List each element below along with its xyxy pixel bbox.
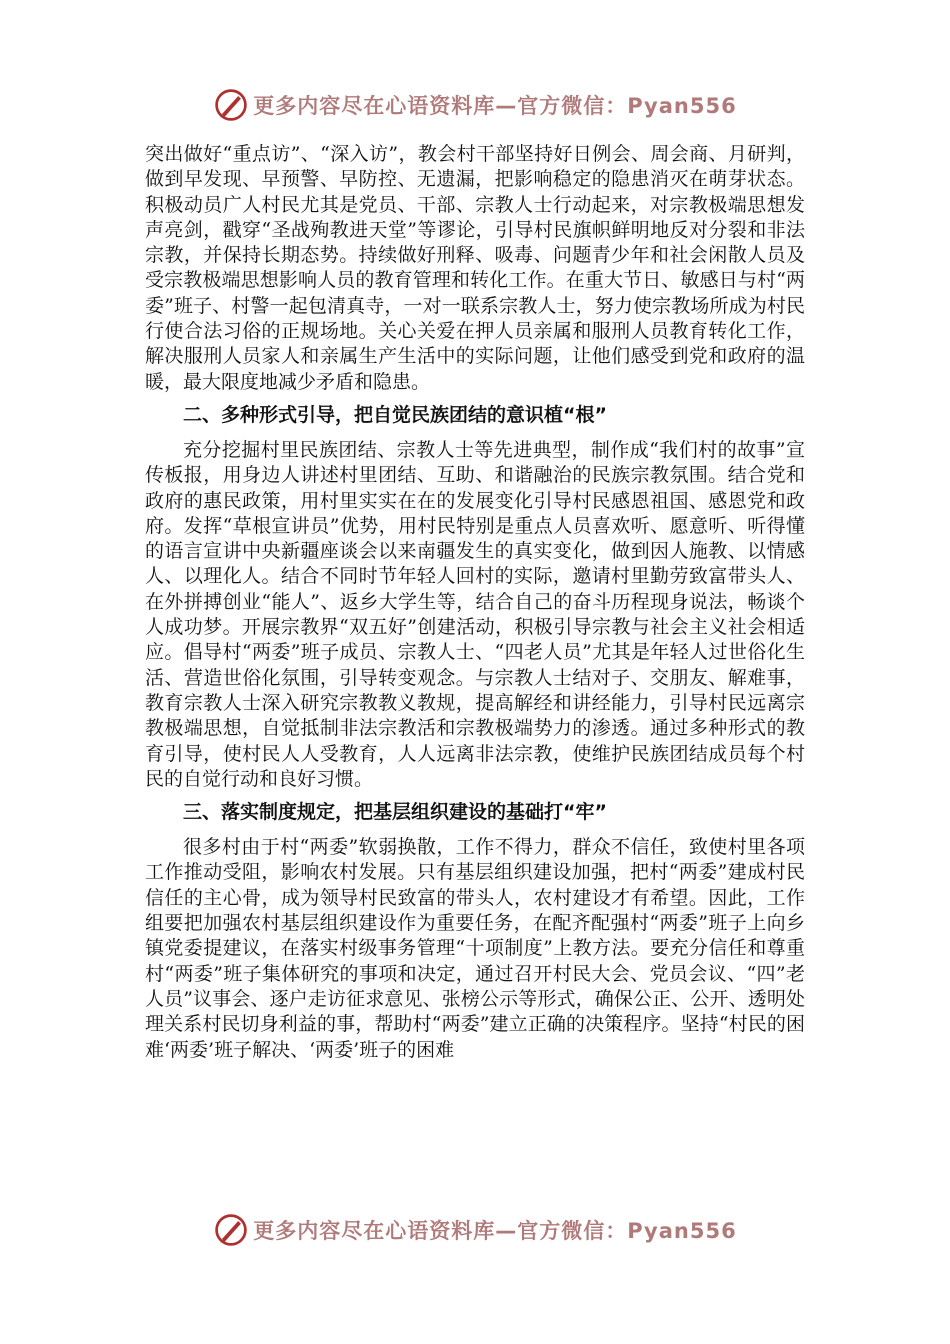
pen-logo-icon <box>213 87 249 123</box>
paragraph: 很多村由于村“两委”软弱换散，工作不得力，群众不信任，致使村里各项工作推动受阻，影响农村发展。只有基层组织建设加强，把村“两委”建成村民信任的主心骨，成为领导村民致富的带头人，农村建设才有希望。因此，工作组要把加强农村基层组织建设作为重要任务，在配齐配强村“两委”班子上向乡镇党委提建议，在落实村级事务管理“十项制度”上教方法。要充分信任和尊重村“两委”班子集体研究的事项和决定，通过召开村民大会、党员会议、“四”老人员”议事会、逐户走访征求意见、张榜公示等形式，确保公正、公开、透明处理关系村民切身利益的事，帮助村“两委”建立正确的决策程序。坚持“村民的困难‘两委’班子解决、‘两委’班子的困难 <box>145 836 805 1061</box>
section-heading: 二、多种形式引导，把自觉民族团结的意识植“根” <box>183 403 607 426</box>
paragraph: 充分挖掘村里民族团结、宗教人士等先进典型，制作成“我们村的故事”宣传板报，用身边人讲述村里团结、互助、和谐融治的民族宗教氛围。结合党和政府的惠民政策，用村里实实在在的发展变化引导村民感恩祖国、感恩党和政府。发挥“草根宣讲员”优势，用村民特别是重点人员喜欢听、愿意听、听得懂的语言宣讲中央新疆座谈会以来南疆发生的真实变化，做到因人施教、以情感人、以理化人。结合不同时节年轻人回村的实际，邀请村里勤劳致富带头人、在外拼搏创业“能人”、返乡大学生等，结合自己的奋斗历程现身说法，畅谈个人成功梦。开展宗教界“双五好”创建活动，积极引导宗教与社会主义社会相适应。倡导村“两委”班子成员、宗教人士、“四老人员”尤其是年轻人过世俗化生活、营造世俗化氛围，引导转变观念。与宗教人士结对子、交朋友、解难事，教育宗教人士深入研究宗教教义教规，提高解经和讲经能力，引导村民远离宗教极端思想，自觉抵制非法宗教活和宗教极端势力的渗透。通过多种形式的教育引导，使村民人人受教育，人人远离非法宗教，使维护民族团结成员每个村民的自觉行动和良好习惯。 <box>145 438 805 790</box>
footer-banner-text: 更多内容尽在心语资料库—官方微信：Pyan556 <box>253 1219 737 1243</box>
paragraph: 突出做好“重点访”、“深入访”，教会村干部坚持好日例会、周会商、月研判，做到早发现、早预警、早防控、无遗漏，把影响稳定的隐患消灭在萌芽状态。积极动员广人村民尤其是党员、干部、宗教人士行动起来，对宗教极端思想发声亮剑，戳穿“圣战殉教进天堂”等谬论，引导村民旗帜鲜明地反对分裂和非法宗教，并保持长期态势。持续做好刑释、吸毒、问题青少年和社会闲散人员及受宗教极端思想影响人员的教育管理和转化工作。在重大节日、敏感日与村“两委”班子、村警一起包清真寺，一对一联系宗教人士，努力使宗教场所成为村民行使合法习俗的正规场地。关心关爱在押人员亲属和服刑人员教育转化工作，解决服刑人员家人和亲属生产生活中的实际问题，让他们感受到党和政府的温暖，最大限度地减少矛盾和隐患。 <box>145 143 805 393</box>
header-banner-text: 更多内容尽在心语资料库—官方微信：Pyan556 <box>253 94 737 118</box>
header-banner <box>0 80 950 130</box>
pen-logo-icon <box>213 1212 249 1248</box>
section-heading: 三、落实制度规定，把基层组织建设的基础打“牢” <box>183 801 607 824</box>
document-body <box>145 142 805 1063</box>
footer-banner <box>0 1205 950 1255</box>
